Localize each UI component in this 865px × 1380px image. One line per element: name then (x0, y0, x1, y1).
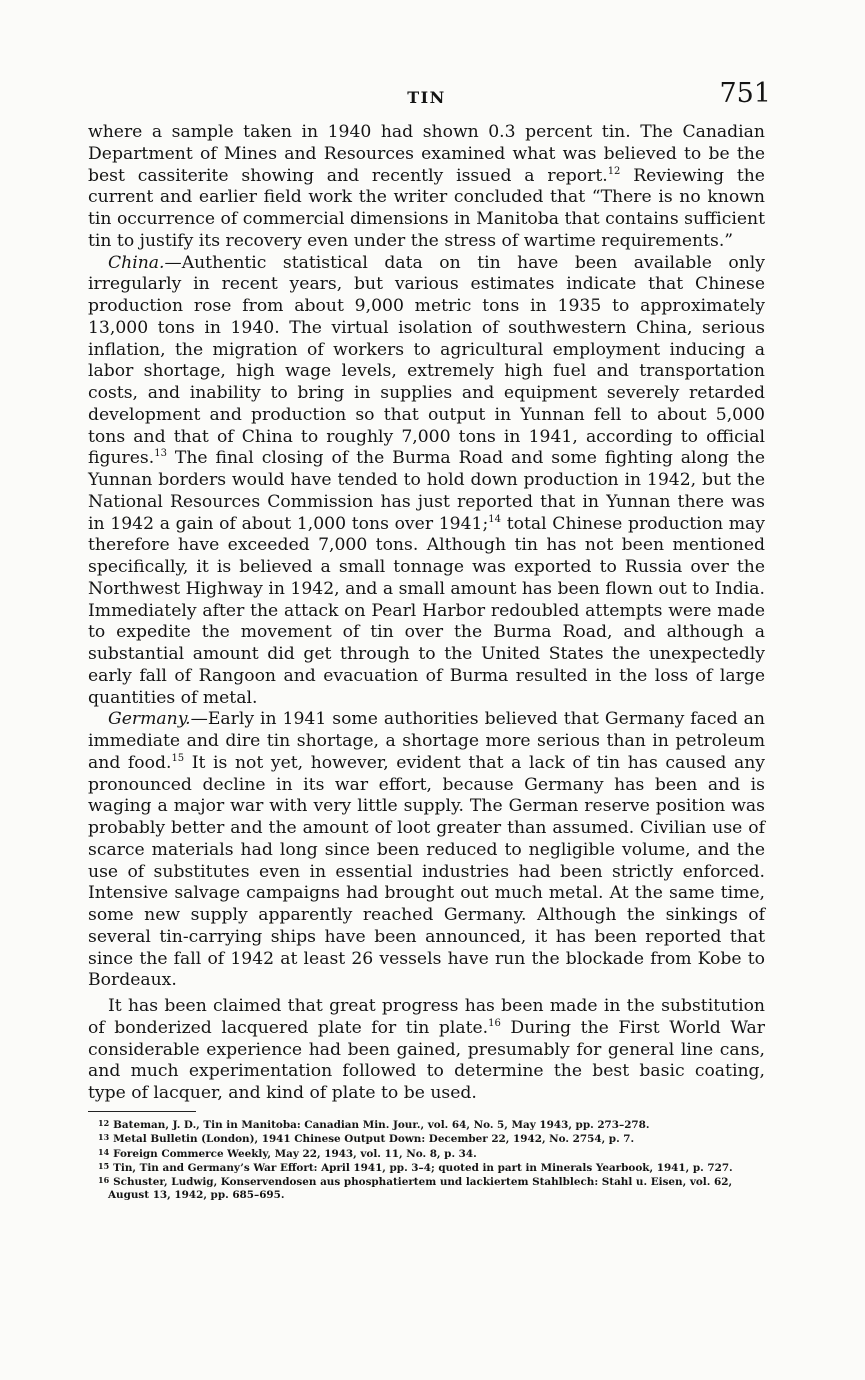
page-number: 751 (719, 78, 771, 109)
paragraph-china (88, 253, 765, 710)
footnote-16 (88, 1174, 765, 1201)
subheading-germany: Germany. (108, 709, 191, 730)
footnote-number: 15 (98, 1160, 110, 1171)
text-segment: total Chinese production may therefore have exceeded 7,000 tons. Although tin has not been mentioned specifically, it is believed a small tonnage was exported to Russia over the Northwest Highway in 1942, and a small amount has been flown out to India. Immediately after the attack on Pearl Harbor redoubled attempts were made to expedite the movement of tin over the Burma Road, and although a substantial amount did get through to the United States the unexpectedly early fall of Rangoon and evacuation of Burma resulted in the loss of large quantities of metal. (88, 513, 765, 708)
text-segment: —Early in 1941 some authorities believed that Germany faced an immediate and dire tin shortage, a shortage more serious than in petroleum and food. (88, 709, 765, 773)
body-text (88, 122, 765, 1105)
text-segment: During the First World War considerable experience had been gained, presumably for general line cans, and much experimentation followed to determine the best basic coating, type of lacquer, and kind of plate to be used. (88, 1017, 765, 1103)
footnote-text: Foreign Commerce Weekly, May 22, 1943, vol. 11, No. 8, p. 34. (113, 1147, 477, 1160)
text-segment: The final closing of the Burma Road and some fighting along the Yunnan borders would have tended to hold down production in 1942, but the National Resources Commission has just reported that in Yunnan there was in 1942 a gain of about 1,000 tons over 1941; (88, 448, 765, 534)
footnote-ref-13: 13 (154, 448, 167, 460)
footnote-12 (88, 1117, 765, 1131)
footnote-number: 12 (98, 1117, 110, 1128)
text-segment: Reviewing the current and earlier field work the writer concluded that “There is no known tin occurrence of commercial dimensions in Manitoba that contains sufficient tin to justify its recovery even under the stress of wartime requirements.” (88, 165, 765, 251)
footnote-text: Tin, Tin and Germany’s War Effort: April 1941, pp. 3–4; quoted in part in Minerals Yearbook, 1941, p. 727. (113, 1161, 733, 1174)
footnote-number: 16 (98, 1175, 110, 1186)
footnote-text: Schuster, Ludwig, Konservendosen aus phosphatiertem und lackiertem Stahlblech: Stahl u. Eisen, vol. 62, August 13, 1942, pp. 685–695. (108, 1176, 733, 1201)
paragraph-germany (88, 709, 765, 992)
footnote-text: Metal Bulletin (London), 1941 Chinese Output Down: December 22, 1942, No. 2754, p. 7. (113, 1133, 635, 1146)
paragraph-bonderized (88, 996, 765, 1105)
text-segment: where a sample taken in 1940 had shown 0.3 percent tin. The Canadian Department of Mines and Resources examined what was believed to be the best cassiterite showing and recently issued a report. (88, 122, 765, 186)
footnote-number: 13 (98, 1132, 110, 1143)
running-head: TIN (407, 88, 446, 107)
paragraph-manitoba (88, 122, 765, 253)
footnote-15 (88, 1160, 765, 1174)
subheading-china: China. (108, 252, 165, 273)
footnote-ref-15: 15 (171, 752, 185, 764)
footnote-text: Bateman, J. D., Tin in Manitoba: Canadian Min. Jour., vol. 64, No. 5, May 1943, pp. 273–278. (113, 1118, 650, 1131)
footnotes (88, 1117, 765, 1201)
text-segment: It is not yet, however, evident that a lack of tin has caused any pronounced decline in its war effort, because Germany has been and is waging a major war with very little supply. The German reserve position was probably better and the amount of loot greater than assumed. Civilian use of scarce materials had long since been reduced to negligible volume, and the use of substitutes even in essential industries had been strictly enforced. Intensive salvage campaigns had brought out much metal. At the same time, some new supply apparently reached Germany. Although the sinkings of several tin-carrying ships have been announced, it has been reported that since the fall of 1942 at least 26 vessels have run the blockade from Kobe to Bordeaux. (88, 752, 765, 991)
footnote-ref-16: 16 (488, 1017, 501, 1029)
footnote-14 (88, 1146, 765, 1160)
page-header (88, 78, 771, 122)
footnote-ref-14: 14 (488, 513, 501, 525)
footnote-divider (88, 1111, 196, 1112)
footnote-ref-12: 12 (607, 165, 621, 177)
text-segment: It has been claimed that great progress has been made in the substitution of bonderized lacquered plate for tin plate. (88, 996, 765, 1038)
text-segment: —Authentic statistical data on tin have been available only irregularly in recent years, but various estimates indicate that Chinese production rose from about 9,000 metric tons in 1935 to approximately 13,000 tons in 1940. The virtual isolation of southwestern China, serious inflation, the migration of workers to agricultural employment inducing a labor shortage, high wage levels, extremely high fuel and transportation costs, and inability to bring in supplies and equipment severely retarded development and production so that output in Yunnan fell to about 5,000 tons and that of China to roughly 7,000 tons in 1941, according to official figures. (88, 252, 765, 469)
footnote-number: 14 (98, 1146, 110, 1157)
footnote-13 (88, 1131, 765, 1145)
